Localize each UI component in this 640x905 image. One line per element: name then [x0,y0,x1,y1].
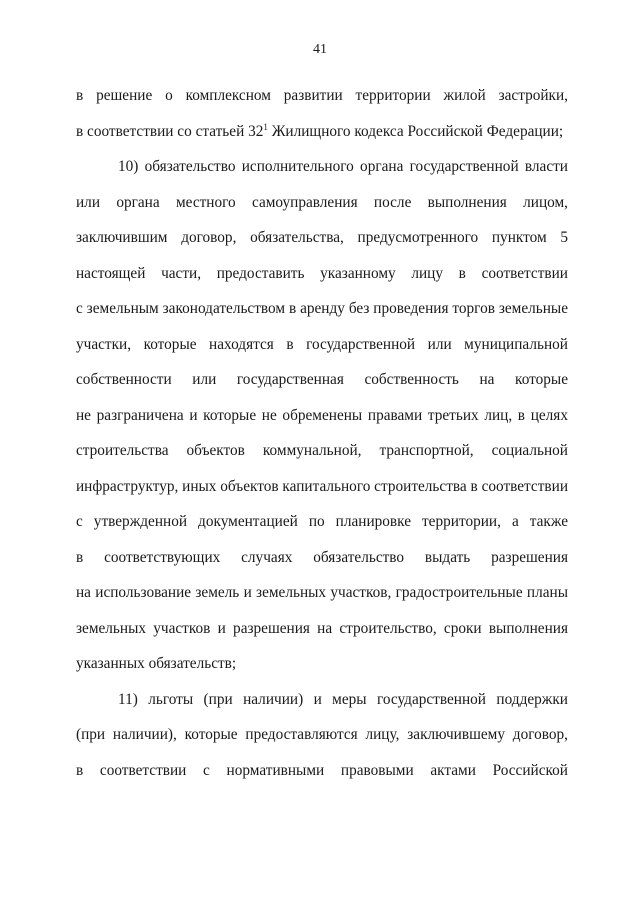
paragraph-item-11 [76,682,568,789]
text-line: на использование земель и земельных участков, градостроительные планы [76,584,568,601]
text-line: заключившим договор, обязательства, предусмотренного пунктом 5 [76,229,568,246]
text-line: строительства объектов коммунальной, транспортной, социальной [76,442,568,459]
document-body [76,78,568,788]
text-line: в соответствии с нормативными правовыми актами Российской [76,761,568,779]
paragraph-continuation [76,78,568,149]
text-line: в соответствующих случаях обязательство выдать разрешения [76,548,568,566]
text-line: 10) обязательство исполнительного органа государственной власти [118,158,568,175]
page-number: 41 [313,42,327,57]
text-line: в решение о комплексном развитии территории жилой застройки, [76,87,568,104]
text-line: (при наличии), которые предоставляются лицу, заключившему договор, [76,726,568,743]
paragraph-item-10 [76,149,568,682]
text-line: указанных обязательств; [76,655,237,672]
text-line: инфраструктур, иных объектов капитального строительства в соответствии [76,477,569,495]
text-line: собственности или государственная собственность на которые [76,371,568,388]
text-line [76,114,568,150]
text-line: 11) льготы (при наличии) и меры государственной поддержки [118,690,568,708]
text-fragment: Жилищного кодекса Российской Федерации; [267,122,564,140]
text-line: земельных участков и разрешения на строительство, сроки выполнения [76,619,568,637]
text-line: настоящей части, предоставить указанному лицу в соответствии [76,264,568,282]
superscript: 1 [263,121,268,132]
text-line: не разграничена и которые не обременены правами третьих лиц, в целях [76,406,568,424]
text-line: участки, которые находятся в государственной или муниципальной [76,335,568,353]
text-line: с утвержденной документацией по планировке территории, а также [76,513,568,530]
text-line: или органа местного самоуправления после выполнения лицом, [76,193,568,211]
text-line: с земельным законодательством в аренду без проведения торгов земельные [76,300,568,317]
text-fragment: в соответствии со статьей 32 [76,122,264,140]
